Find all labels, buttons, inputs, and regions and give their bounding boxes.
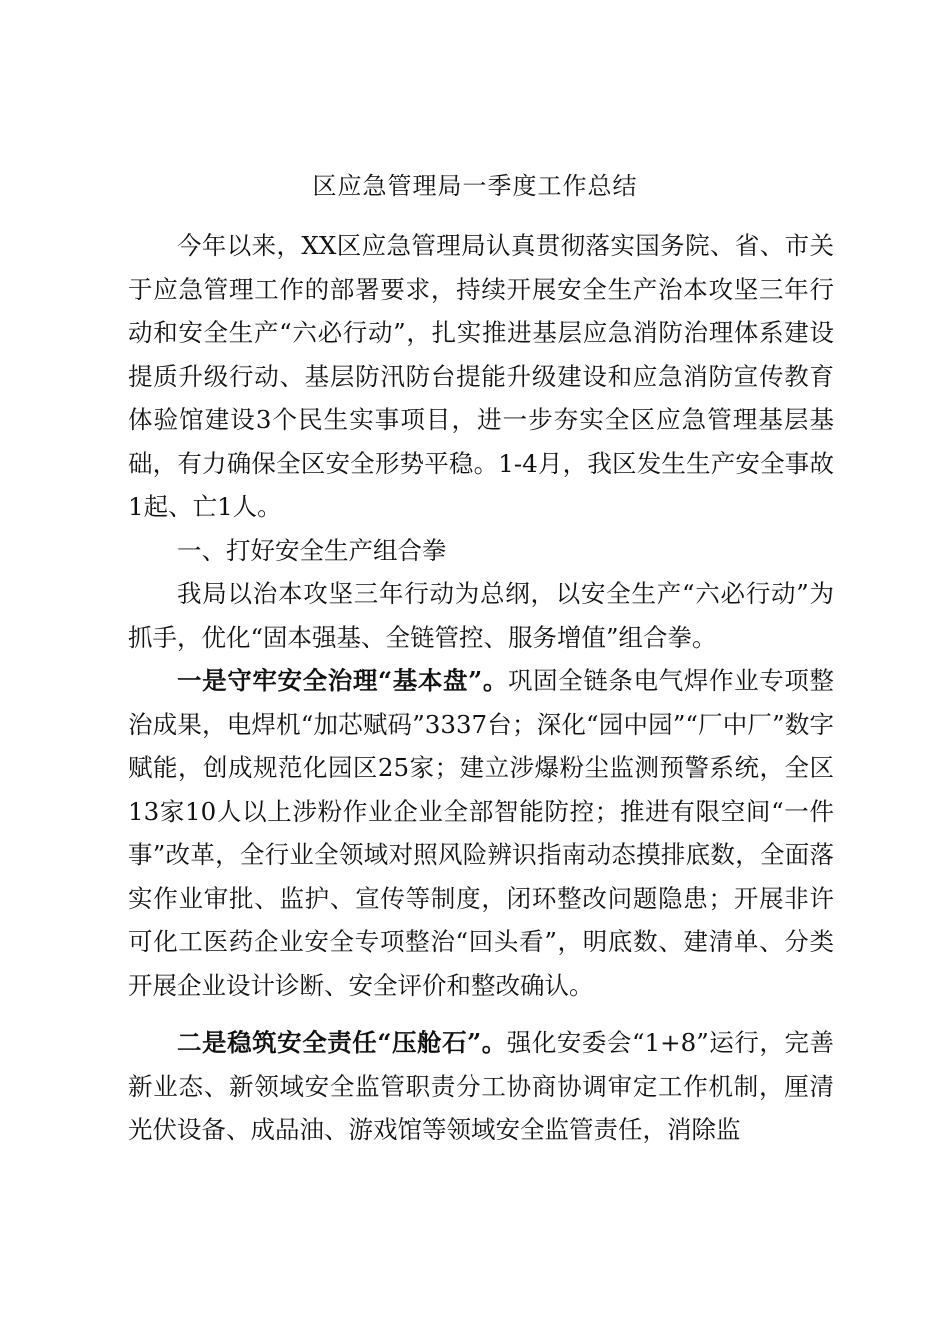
section-intro-text: 我局以治本攻坚三年行动为总纲，以安全生产“六必行动”为抓手，优化“固本强基、全链管控、服务增值”组合拳。 [128, 579, 834, 652]
section-heading-text: 一、打好安全生产组合拳 [177, 535, 447, 565]
point-one-paragraph [128, 659, 834, 1007]
intro-text: 今年以来，XX区应急管理局认真贯彻落实国务院、省、市关于应急管理工作的部署要求，持续开展安全生产治本攻坚三年行动和安全生产“六必行动”，扎实推进基层应急消防治理体系建设提质升级行动、基层防汛防台提能升级建设和应急消防宣传教育体验馆建设3个民生实事项目，进一步夯实全区应急管理基层基础，有力确保全区安全形势平稳。1-4月，我区发生生产安全事故1起、亡1人。 [128, 231, 834, 521]
section-heading [128, 529, 834, 573]
document-title: 区应急管理局一季度工作总结 [312, 172, 638, 200]
point-two-paragraph [128, 1021, 834, 1152]
intro-paragraph [128, 224, 834, 529]
point-one-text: 巩固全链条电气焊作业专项整治成果，电焊机“加芯赋码”3337台；深化“园中园”“厂中厂”数字赋能，创成规范化园区25家；建立涉爆粉尘监测预警系统，全区13家10人以上涉粉作业企业全部智能防控；推进有限空间“一件事”改革，全行业全领域对照风险辨识指南动态摸排底数，全面落实作业审批、监护、宣传等制度，闭环整改问题隐患；开展非许可化工医药企业安全专项整治“回头看”，明底数、建清单、分类开展企业设计诊断、安全评价和整改确认。 [128, 666, 834, 1000]
section-intro-paragraph [128, 572, 834, 659]
point-one-lead: 一是守牢安全治理“基本盘”。 [177, 666, 508, 695]
point-two-lead: 二是稳筑安全责任“压舱石”。 [177, 1028, 507, 1057]
point-two-text: 强化安委会“1+8”运行，完善新业态、新领域安全监管职责分工协商协调审定工作机制，厘清光伏设备、成品油、游戏馆等领域安全监管责任，消除监 [128, 1028, 834, 1144]
document-body [128, 224, 834, 1152]
